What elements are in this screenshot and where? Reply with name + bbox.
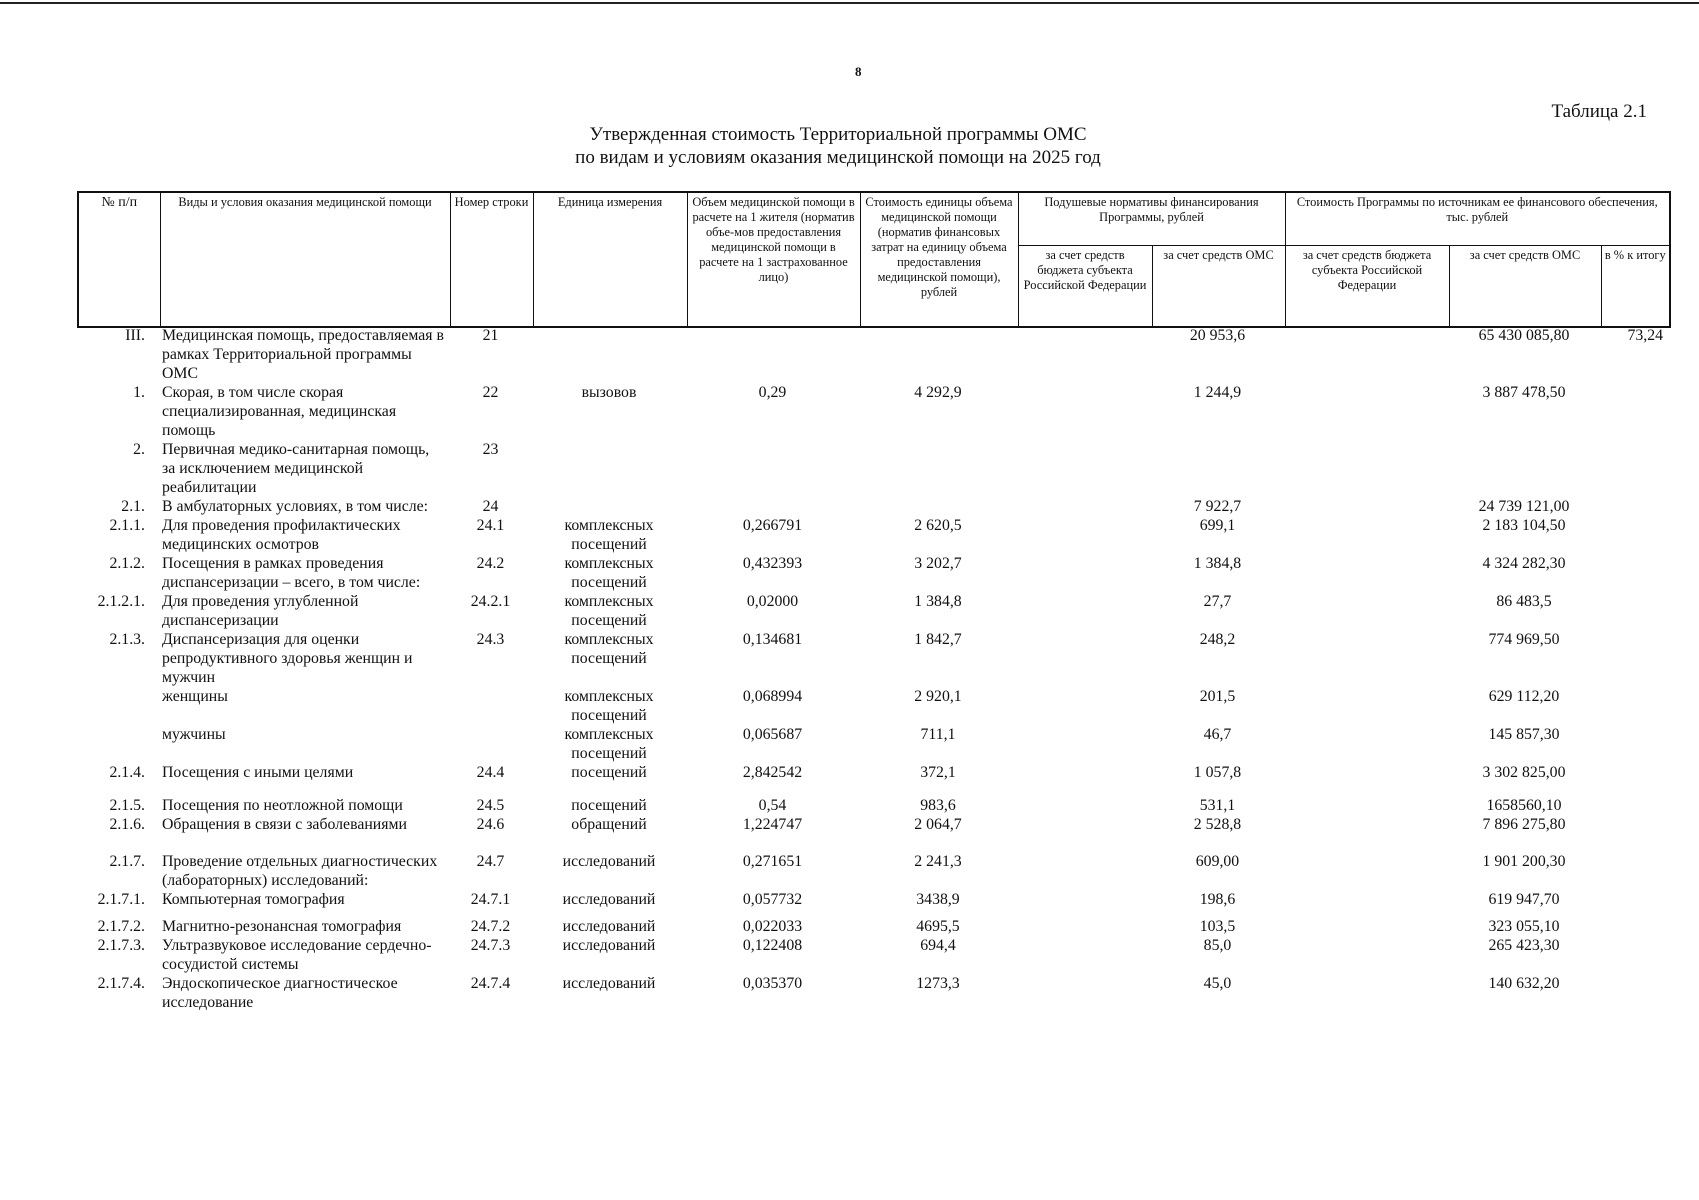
row-spacer [77,782,1669,796]
row-per-capita-oms-cell: 609,00 [1195,853,1240,870]
row-program-budget-cell [1284,796,1448,815]
row-name-cell: Для проведения профилактических медицинских осмотров [162,517,401,553]
row-program-budget-cell [1284,440,1448,497]
row-name-cell: женщины [162,688,228,705]
row-unit-cell: обращений [571,816,647,833]
row-unit-cost-cell: 2 920,1 [914,688,962,705]
row-unit-cost-cell: 1 384,8 [914,593,962,610]
row-volume-cell: 0,065687 [742,726,803,743]
row-number-cell: 2.1.5. [109,797,145,814]
row-number-cell: 2.1.7.3. [97,937,145,954]
top-border-line [0,2,1699,4]
header-per-capita: Подушевые нормативы финансирования Программы, рублей [1018,192,1285,246]
document-title-line-2: по видам и условиям оказания медицинской помощи на 2025 год [575,147,1101,168]
row-volume-cell: 0,035370 [742,975,803,992]
row-program-budget-cell [1284,630,1448,687]
table-row [77,890,1669,909]
row-program-budget-cell [1284,936,1448,974]
row-unit-cell: исследований [562,975,656,992]
row-per-capita-oms-cell [1151,440,1284,497]
row-per-capita-oms-cell: 1 057,8 [1193,764,1242,781]
row-program-budget-cell [1284,326,1448,383]
header-unit-cost: Стоимость единицы объема медицинской помощи (норматив финансовых затрат на единицу объема предоставления медицинской помощи), рублей [860,192,1018,327]
row-unit-cost-cell: 372,1 [920,764,956,781]
row-line-cell: 24.3 [476,631,505,648]
row-unit-cost-cell [859,326,1017,383]
row-name-cell: Ультразвуковое исследование сердечно-сосудистой системы [162,937,432,973]
table-row [77,974,1669,1012]
row-per-capita-budget-cell [1017,815,1151,834]
table-row [77,852,1669,890]
row-program-oms-cell: 3 302 825,00 [1482,764,1566,781]
row-name-cell: Посещения по неотложной помощи [162,797,403,814]
row-line-cell: 24.7.4 [470,975,511,992]
row-unit-cost-cell: 2 064,7 [914,816,962,833]
row-per-capita-budget-cell [1017,440,1151,497]
row-name-cell: Эндоскопическое диагностическое исследование [162,975,398,1011]
row-line-cell: 24.7.3 [470,937,511,954]
row-unit-cost-cell: 2 241,3 [914,853,962,870]
row-per-capita-oms-cell: 198,6 [1199,891,1236,908]
row-program-budget-cell [1284,815,1448,834]
table-row [77,763,1669,782]
row-program-budget-cell [1284,497,1448,516]
row-name-cell: В амбулаторных условиях, в том числе: [162,498,429,515]
document-title-line-1: Утвержденная стоимость Территориальной программы ОМС [589,124,1087,145]
row-per-capita-oms-cell: 2 528,8 [1193,816,1242,833]
row-per-capita-budget-cell [1017,890,1151,909]
row-spacer [77,909,1669,917]
row-number-cell: 2.1.7.1. [97,891,145,908]
row-unit-cell [532,326,686,383]
table-row [77,326,1669,383]
row-volume-cell: 0,134681 [742,631,803,648]
row-percent-cell [1600,890,1669,909]
row-line-cell: 24.1 [476,517,505,534]
table-row [77,630,1669,687]
row-percent-cell [1600,554,1669,592]
row-unit-cell: исследований [562,853,656,870]
row-program-oms-cell: 7 896 275,80 [1482,816,1566,833]
row-name-cell: Магнитно-резонансная томография [162,918,402,935]
row-per-capita-budget-cell [1017,554,1151,592]
row-program-oms-cell: 140 632,20 [1488,975,1560,992]
table-row [77,383,1669,440]
row-volume-cell: 1,224747 [742,816,803,833]
row-percent-cell [1600,516,1669,554]
row-volume-cell: 2,842542 [742,764,803,781]
header-program-oms: за счет средств ОМС [1449,246,1601,328]
header-program-cost: Стоимость Программы по источникам ее финансового обеспечения, тыс. рублей [1285,192,1670,246]
row-per-capita-oms-cell: 20 953,6 [1189,327,1246,344]
row-unit-cost-cell [859,440,1017,497]
row-name-cell: Проведение отдельных диагностических (лабораторных) исследований: [162,853,438,889]
row-volume-cell [686,497,859,516]
row-per-capita-budget-cell [1017,917,1151,936]
row-unit-cost-cell: 2 620,5 [914,517,962,534]
row-spacer [77,834,1669,852]
row-program-budget-cell [1284,763,1448,782]
row-percent-cell [1600,815,1669,834]
row-number-cell: 2.1.7.4. [97,975,145,992]
row-program-oms-cell: 265 423,30 [1488,937,1560,954]
row-unit-cell [532,440,686,497]
row-name-cell: Посещения в рамках проведения диспансеризации – всего, в том числе: [162,555,421,591]
row-number-cell: 2.1.3. [109,631,145,648]
row-per-capita-budget-cell [1017,497,1151,516]
row-program-oms-cell: 4 324 282,30 [1482,555,1566,572]
row-line-cell: 24.5 [476,797,505,814]
row-unit-cost-cell: 694,4 [920,937,956,954]
row-unit-cell: комплексных посещений [564,726,654,762]
row-per-capita-oms-cell: 46,7 [1203,726,1232,743]
row-program-budget-cell [1284,554,1448,592]
row-spacer-cell [77,909,1669,917]
row-name-cell: Первичная медико-санитарная помощь, за исключением медицинской реабилитации [162,441,430,496]
row-program-oms-cell: 774 969,50 [1488,631,1560,648]
row-unit-cell: комплексных посещений [564,555,654,591]
table-row [77,592,1669,630]
row-line-cell: 24.2 [476,555,505,572]
row-program-budget-cell [1284,592,1448,630]
row-per-capita-budget-cell [1017,630,1151,687]
row-program-budget-cell [1284,974,1448,1012]
row-program-oms-cell: 145 857,30 [1488,726,1560,743]
row-volume-cell: 0,022033 [742,918,803,935]
table-body [77,326,1669,1012]
row-program-oms-cell [1448,440,1600,497]
table-header [77,191,1671,328]
row-per-capita-oms-cell: 248,2 [1199,631,1236,648]
row-unit-cell: исследований [562,918,656,935]
row-program-oms-cell: 2 183 104,50 [1482,517,1566,534]
row-number-cell: 2. [133,441,145,458]
row-line-cell: 23 [482,441,499,458]
row-unit-cell: комплексных посещений [564,517,654,553]
row-per-capita-oms-cell: 27,7 [1203,593,1232,610]
table-row [77,554,1669,592]
row-per-capita-budget-cell [1017,516,1151,554]
row-per-capita-budget-cell [1017,936,1151,974]
row-percent-cell [1600,687,1669,725]
row-per-capita-oms-cell: 1 384,8 [1193,555,1242,572]
row-per-capita-budget-cell [1017,763,1151,782]
header-row-number: Номер строки [450,192,533,327]
table-row [77,936,1669,974]
row-volume-cell [686,326,859,383]
row-line-cell: 24.7.1 [470,891,511,908]
row-per-capita-budget-cell [1017,725,1151,763]
row-number-cell: 2.1.6. [109,816,145,833]
row-per-capita-budget-cell [1017,687,1151,725]
row-program-oms-cell: 323 055,10 [1488,918,1560,935]
row-name-cell: Посещения с иными целями [162,764,354,781]
row-per-capita-budget-cell [1017,852,1151,890]
row-per-capita-budget-cell [1017,326,1151,383]
row-name-cell: Обращения в связи с заболеваниями [162,816,407,833]
row-name-cell: мужчины [162,726,226,743]
row-percent-cell [1600,630,1669,687]
row-unit-cost-cell: 3438,9 [916,891,960,908]
row-percent-cell [1600,763,1669,782]
row-program-oms-cell: 1 901 200,30 [1482,853,1566,870]
row-number-cell: 2.1.2.1. [97,593,145,610]
row-per-capita-oms-cell: 201,5 [1199,688,1236,705]
row-program-budget-cell [1284,917,1448,936]
row-program-oms-cell: 619 947,70 [1488,891,1560,908]
row-percent-cell: 73,24 [1627,327,1663,344]
row-number-cell [77,725,159,763]
table-row [77,497,1669,516]
row-volume-cell: 0,432393 [742,555,803,572]
row-number-cell: 2.1.1. [109,517,145,534]
row-volume-cell: 0,057732 [742,891,803,908]
row-program-oms-cell: 1658560,10 [1486,797,1562,814]
row-unit-cost-cell: 983,6 [920,797,956,814]
row-unit-cost-cell: 711,1 [920,726,956,743]
row-unit-cell: исследований [562,937,656,954]
row-percent-cell [1600,725,1669,763]
row-line-cell: 24.7.2 [470,918,511,935]
row-percent-cell [1600,974,1669,1012]
row-program-budget-cell [1284,687,1448,725]
header-volume: Объем медицинской помощи в расчете на 1 жителя (норматив объе-мов предоставления медицинской помощи в расчете на 1 застрахованное лицо) [687,192,860,327]
row-program-oms-cell: 3 887 478,50 [1482,384,1566,401]
row-number-cell: 2.1.7.2. [97,918,145,935]
row-program-oms-cell: 65 430 085,80 [1478,327,1570,344]
table-row [77,516,1669,554]
row-volume-cell: 0,29 [758,384,787,401]
row-line-cell: 24.4 [476,764,505,781]
row-per-capita-oms-cell: 103,5 [1199,918,1236,935]
row-per-capita-budget-cell [1017,383,1151,440]
row-program-oms-cell: 24 739 121,00 [1478,498,1570,515]
table-row [77,725,1669,763]
row-unit-cost-cell: 3 202,7 [914,555,962,572]
header-per-capita-oms: за счет средств ОМС [1152,246,1285,328]
table-row [77,796,1669,815]
row-line-cell: 24.2.1 [470,593,511,610]
row-number-cell: 2.1. [121,498,145,515]
row-name-cell: Диспансеризация для оценки репродуктивного здоровья женщин и мужчин [162,631,413,686]
row-per-capita-oms-cell: 1 244,9 [1193,384,1242,401]
row-name-cell: Для проведения углубленной диспансеризации [162,593,359,629]
row-per-capita-oms-cell: 7 922,7 [1193,498,1242,515]
row-per-capita-budget-cell [1017,974,1151,1012]
row-program-budget-cell [1284,516,1448,554]
row-unit-cell: посещений [571,764,647,781]
row-unit-cell: вызовов [581,384,637,401]
row-per-capita-oms-cell: 699,1 [1199,517,1236,534]
row-line-cell [449,725,532,763]
row-line-cell: 24 [482,498,499,515]
row-unit-cell: посещений [571,797,647,814]
row-unit-cell: исследований [562,891,656,908]
row-percent-cell [1600,497,1669,516]
row-unit-cost-cell: 1 842,7 [914,631,962,648]
table-row [77,687,1669,725]
row-number-cell: 1. [133,384,145,401]
row-program-oms-cell: 629 112,20 [1488,688,1560,705]
table-row [77,440,1669,497]
row-volume-cell: 0,54 [758,797,787,814]
row-unit-cell: комплексных посещений [564,593,654,629]
header-name: Виды и условия оказания медицинской помощи [160,192,450,327]
row-name-cell: Медицинская помощь, предоставляемая в рамках Территориальной программы ОМС [162,327,444,382]
row-unit-cell: комплексных посещений [564,631,654,667]
row-percent-cell [1600,796,1669,815]
header-program-percent: в % к итогу [1601,246,1670,328]
row-percent-cell [1600,917,1669,936]
row-line-cell [449,687,532,725]
row-per-capita-oms-cell: 85,0 [1203,937,1232,954]
row-name-cell: Компьютерная томография [162,891,345,908]
row-name-cell: Скорая, в том числе скорая специализированная, медицинская помощь [162,384,397,439]
row-program-budget-cell [1284,890,1448,909]
row-volume-cell: 0,02000 [746,593,799,610]
row-unit-cost-cell: 4695,5 [916,918,960,935]
table-row [77,917,1669,936]
row-unit-cell: комплексных посещений [564,688,654,724]
row-percent-cell [1600,592,1669,630]
table-label: Таблица 2.1 [1551,101,1647,122]
row-unit-cell [532,497,686,516]
row-percent-cell [1600,936,1669,974]
row-spacer-cell [77,782,1669,796]
row-program-oms-cell: 86 483,5 [1496,593,1552,610]
header-per-capita-budget: за счет средств бюджета субъекта Российской Федерации [1018,246,1152,328]
row-percent-cell [1600,440,1669,497]
row-per-capita-budget-cell [1017,796,1151,815]
row-volume-cell: 0,068994 [742,688,803,705]
row-spacer-cell [77,834,1669,852]
row-line-cell: 24.7 [476,853,505,870]
row-volume-cell: 0,271651 [742,853,803,870]
row-volume-cell [686,440,859,497]
row-percent-cell [1600,852,1669,890]
row-number-cell: 2.1.7. [109,853,145,870]
row-per-capita-oms-cell: 531,1 [1199,797,1236,814]
row-program-budget-cell [1284,383,1448,440]
row-volume-cell: 0,122408 [742,937,803,954]
header-unit: Единица измерения [533,192,687,327]
row-program-budget-cell [1284,852,1448,890]
row-line-cell: 21 [482,327,499,344]
row-line-cell: 22 [482,384,499,401]
row-program-budget-cell [1284,725,1448,763]
row-volume-cell: 0,266791 [742,517,803,534]
row-unit-cost-cell: 4 292,9 [914,384,962,401]
row-number-cell [77,687,159,725]
row-percent-cell [1600,383,1669,440]
row-number-cell: III. [125,327,145,344]
header-program-budget: за счет средств бюджета субъекта Российской Федерации [1285,246,1449,328]
row-line-cell: 24.6 [476,816,505,833]
table-row [77,815,1669,834]
row-number-cell: 2.1.2. [109,555,145,572]
header-num: № п/п [78,192,160,327]
row-unit-cost-cell: 1273,3 [916,975,960,992]
row-per-capita-oms-cell: 45,0 [1203,975,1232,992]
row-number-cell: 2.1.4. [109,764,145,781]
page-number: 8 [855,64,862,79]
row-per-capita-budget-cell [1017,592,1151,630]
row-unit-cost-cell [859,497,1017,516]
